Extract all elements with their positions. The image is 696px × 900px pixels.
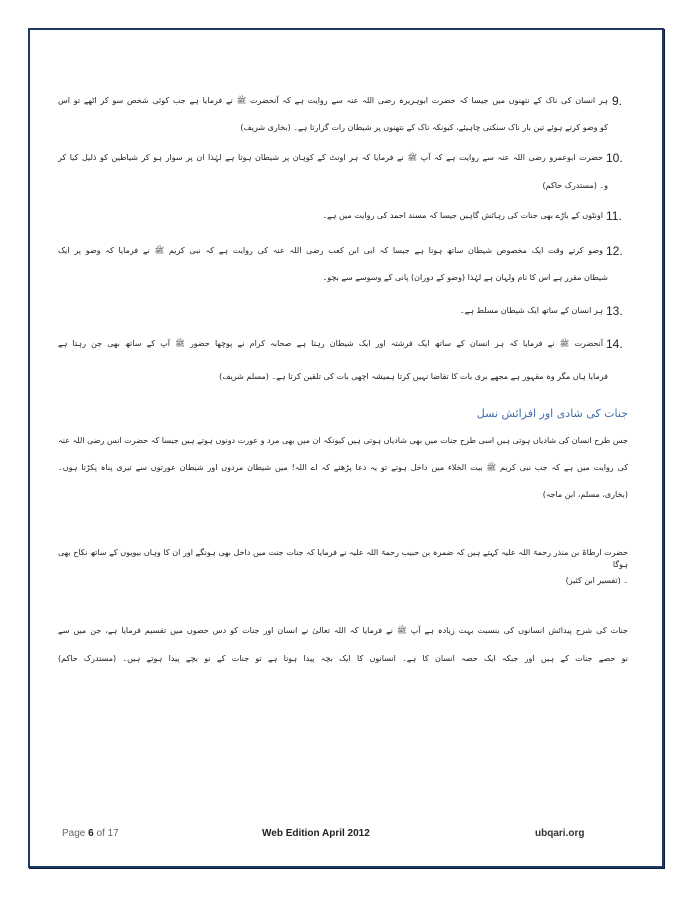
item-number: 12.	[606, 244, 623, 258]
total-pages: 17	[107, 828, 119, 839]
page-of: of	[96, 828, 105, 839]
section-heading: جنات کی شادی اور افزائش نسل	[476, 407, 628, 420]
edition-label: Web Edition April 2012	[262, 828, 370, 839]
page-label: Page	[62, 828, 86, 839]
item-number: 14.	[606, 337, 623, 351]
item-number: 11.	[606, 209, 622, 223]
list-item-line: اونٹوں کے باڑے بھی جنات کی رہائش گاہیں جیسا کہ مسند احمد کی روایت میں ہے۔	[322, 211, 603, 220]
list-item-line: و۔ (مستدرک حاکم)	[542, 181, 608, 190]
list-item-line: ہر انسان کی ناک کے نتھنوں میں جیسا کہ حضرت ابوہریرہ رضی اللہ عنہ سے روایت ہے کہ آنحضرت ﷺ نے فرمایا ہے جب کوئی شخص سو کر اٹھے تو اس	[58, 96, 608, 105]
item-number: 10.	[606, 151, 623, 165]
list-item-line: ہر انسان کے ساتھ ایک شیطان مسلط ہے۔	[459, 306, 603, 315]
item-number: 13.	[606, 304, 623, 318]
current-page: 6	[88, 828, 94, 839]
paragraph-line: (بخاری، مسلم، ابن ماجہ)	[542, 490, 628, 499]
paragraph-line: نو حصے جنات کے ہیں اور جبکہ ایک حصہ انسان کا ہے۔ انسانوں کا ایک بچہ پیدا ہوتا ہے تو جنات کے نو بچے پیدا ہوتے ہیں۔ (مستدرک حاکم)	[58, 654, 628, 663]
paragraph-line: ۔ (تفسیر ابن کثیر)	[565, 576, 628, 585]
list-item-line: حضرت ابوعمرو رضی اللہ عنہ سے روایت ہے کہ آپ ﷺ نے فرمایا کہ ہر اونٹ کے کوہان پر شیطان ہوتا ہے لہٰذا ان پر سوار ہو کر شیاطین کو ذلیل کیا کر	[58, 153, 603, 162]
paragraph-line: جس طرح انسان کی شادیاں ہوتی ہیں اسی طرح جنات میں بھی شادیاں ہوتی ہیں کیونکہ ان میں بھی مرد و عورت دونوں ہوتے ہیں جیسا کہ حضرت انس رضی اللہ عنہ	[58, 436, 628, 445]
paragraph-line: جنات کی شرح پیدائش انسانوں کی بنسبت بہت زیادہ ہے آپ ﷺ نے فرمایا کہ اللہ تعالیٰ نے انسان اور جنات کو دس حصوں میں تقسیم فرمایا ہے، جن میں سے	[58, 626, 628, 635]
page-number	[62, 828, 119, 839]
site-label: ubqari.org	[535, 828, 585, 839]
list-item-line: وضو کرتے وقت ایک مخصوص شیطان ساتھ ہوتا ہے جیسا کہ ابی ابن کعب رضی اللہ عنہ کی روایت ہے کہ نبی کریم ﷺ نے فرمایا کہ وضو پر ایک	[58, 246, 603, 255]
list-item-line: شیطان مقرر ہے اس کا نام ولہان ہے لہٰذا (وضو کے دوران) پانی کے وسوسے سے بچو۔	[322, 273, 608, 282]
item-number: 9.	[612, 94, 623, 108]
list-item-line: کو وضو کرتے ہوئے تین بار ناک سنکنی چاہیئے، کیونکہ ناک کے نتھنوں پر شیطان رات گزارتا ہے۔ (بخاری شریف)	[240, 123, 608, 132]
paragraph-line: حضرت ارطاۃ بن منذر رحمۃ اللہ علیہ کہتے ہیں کہ ضمرہ بن حبیب رحمۃ اللہ علیہ نے فرمایا کہ جنات جنت میں داخل بھی ہونگے اور ان کا وہاں بیویوں کے ساتھ نکاح بھی ہوگا	[58, 548, 628, 569]
list-item-line: فرمایا ہاں مگر وہ مقہور ہے مجھے بری بات کا تقاضا نہیں کرتا ہمیشہ اچھی بات کی تلقین کرتا ہے۔ (مسلم شریف)	[219, 372, 608, 381]
paragraph-line: کی روایت میں ہے کہ جب نبی کریم ﷺ بیت الخلاء میں داخل ہوتے تو یہ دعا پڑھتے کہ اے اللہ! میں شیطان مردوں اور شیطان عورتوں سے تیری پناہ پکڑتا ہوں۔	[58, 463, 628, 472]
list-item-line: آنحضرت ﷺ نے فرمایا کہ ہر انسان کے ساتھ ایک فرشتہ اور ایک شیطان رہتا ہے صحابہ کرام نے پوچھا حضور ﷺ آپ کے ساتھ بھی جن رہتا ہے	[58, 339, 603, 348]
